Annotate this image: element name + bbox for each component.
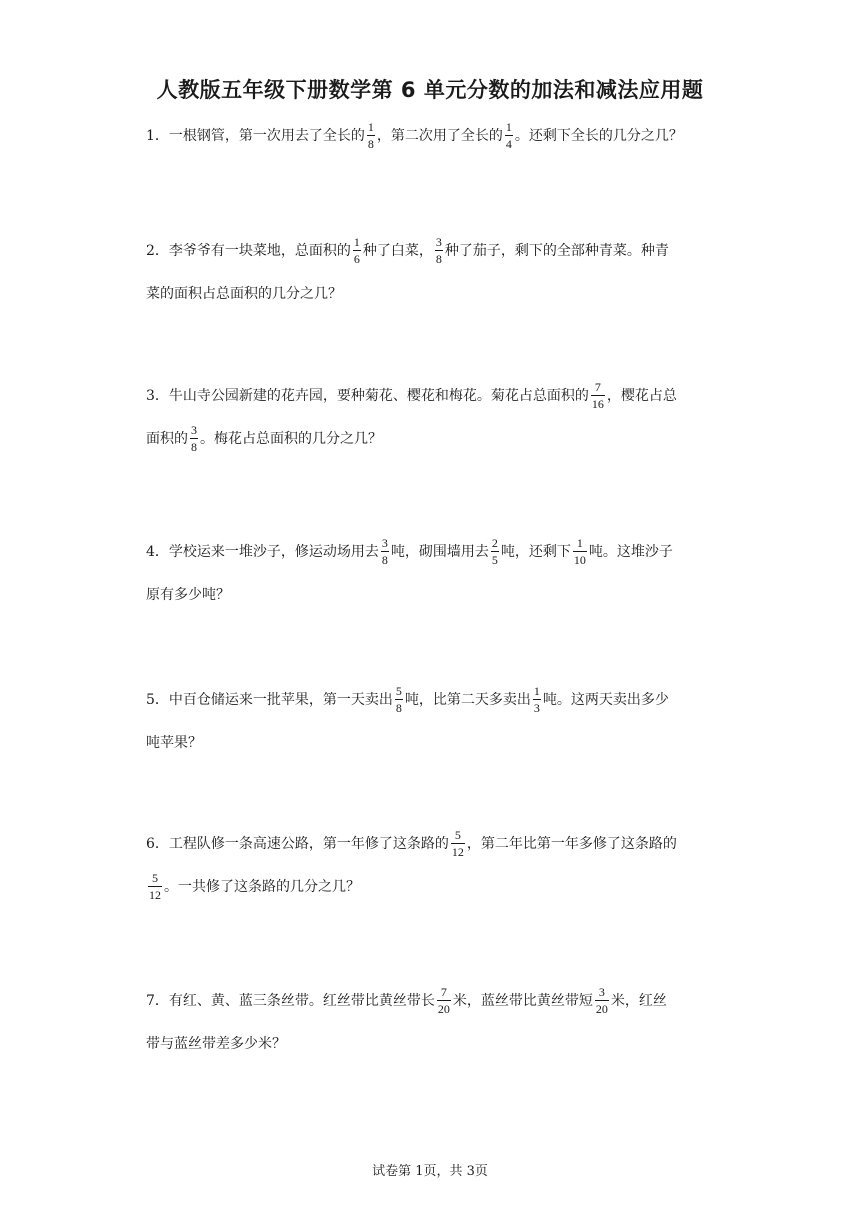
fraction-denominator: 8 [381, 552, 388, 567]
fraction-numerator: 1 [576, 535, 583, 550]
question-line [146, 980, 718, 1020]
fraction [367, 120, 375, 151]
fraction-bar [190, 438, 198, 439]
fraction-numerator: 3 [381, 535, 388, 550]
question-text: 1．一根钢管，第一次用去了全长的 [146, 128, 365, 144]
question-line [146, 230, 718, 270]
question-text: 面积的 [146, 431, 188, 447]
question-text: 吨，比第二天多卖出 [404, 692, 531, 708]
fraction-bar [435, 250, 443, 251]
fraction [533, 684, 541, 715]
fraction-numerator: 2 [491, 535, 498, 550]
question-line [146, 115, 718, 155]
fraction-numerator: 5 [152, 870, 158, 885]
question-text: ，第二年比第一年多修了这条路的 [466, 836, 677, 852]
fraction-numerator: 3 [191, 422, 197, 437]
fraction-bar [591, 395, 605, 396]
question-text: ，第二次用了全长的 [376, 128, 503, 144]
question-text: 带与蓝丝带差多少米？ [146, 1036, 286, 1052]
fraction-bar [533, 699, 541, 700]
fraction [491, 536, 499, 567]
fraction [505, 120, 513, 151]
question-line [146, 276, 718, 310]
fraction-numerator: 5 [395, 683, 402, 698]
question-line [146, 1026, 718, 1060]
question-text: 。梅花占总面积的几分之几？ [200, 431, 382, 447]
question-text: 。还剩下全长的几分之几？ [514, 128, 683, 144]
question-4 [146, 531, 718, 611]
page-footer: 试卷第 1页，共 3页 [372, 1164, 488, 1179]
fraction-denominator: 4 [505, 136, 512, 151]
fraction [381, 536, 389, 567]
question-text: 5．中百仓储运来一批苹果，第一天卖出 [146, 692, 393, 708]
question-1 [146, 115, 718, 155]
fraction-denominator: 16 [591, 396, 604, 411]
fraction-denominator: 8 [191, 439, 197, 454]
question-text: 种了茄子，剩下的全部种青菜。种青 [444, 243, 669, 259]
fraction-denominator: 8 [435, 251, 442, 266]
question-text: 种了白菜， [362, 243, 433, 259]
fraction-bar [505, 135, 513, 136]
fraction-bar [353, 250, 361, 251]
question-line [146, 823, 718, 863]
question-text: 吨，砌围墙用去 [390, 544, 489, 560]
question-5 [146, 679, 718, 759]
question-7 [146, 980, 718, 1060]
fraction-numerator: 1 [533, 683, 540, 698]
question-text: 菜的面积占总面积的几分之几？ [146, 286, 342, 302]
fraction-bar [381, 551, 389, 552]
fraction-numerator: 1 [505, 119, 512, 134]
question-text: 6．工程队修一条高速公路，第一年修了这条路的 [146, 836, 449, 852]
fraction-bar [148, 886, 162, 887]
question-text: 原有多少吨？ [146, 587, 230, 603]
question-text: 2．李爷爷有一块菜地，总面积的 [146, 243, 351, 259]
fraction-bar [367, 135, 375, 136]
fraction-numerator: 7 [440, 984, 447, 999]
question-line [146, 725, 718, 759]
fraction-numerator: 3 [598, 984, 605, 999]
fraction-denominator: 8 [395, 700, 402, 715]
question-line [146, 375, 718, 415]
question-line [146, 577, 718, 611]
question-line [146, 531, 718, 571]
fraction-denominator: 12 [149, 887, 161, 902]
question-text: 。一共修了这条路的几分之几？ [164, 879, 360, 895]
question-text: 吨。这堆沙子 [588, 544, 673, 560]
fraction-bar [595, 1000, 609, 1001]
fraction [595, 985, 609, 1016]
question-text: 米，红丝 [610, 993, 667, 1009]
fraction-bar [491, 551, 499, 552]
fraction-bar [573, 551, 587, 552]
question-text: 米，蓝丝带比黄丝带短 [452, 993, 593, 1009]
question-line [146, 679, 718, 719]
fraction-numerator: 1 [353, 234, 360, 249]
fraction [451, 828, 465, 859]
fraction-numerator: 7 [594, 379, 601, 394]
question-text: 4．学校运来一堆沙子，修运动场用去 [146, 544, 379, 560]
question-text: 7．有红、黄、蓝三条丝带。红丝带比黄丝带长 [146, 993, 435, 1009]
question-text: 吨。这两天卖出多少 [542, 692, 669, 708]
page-title: 人教版五年级下册数学第 6 单元分数的加法和减法应用题 [156, 78, 704, 102]
fraction-numerator: 5 [454, 827, 461, 842]
fraction-denominator: 6 [353, 251, 360, 266]
fraction-denominator: 3 [533, 700, 540, 715]
fraction [148, 871, 162, 902]
fraction [395, 684, 403, 715]
fraction [437, 985, 451, 1016]
fraction [435, 235, 443, 266]
question-6 [146, 823, 718, 903]
fraction-denominator: 20 [437, 1001, 450, 1016]
fraction-denominator: 8 [367, 136, 374, 151]
question-line [146, 421, 718, 455]
question-3 [146, 375, 718, 455]
fraction-denominator: 12 [451, 844, 464, 859]
fraction-denominator: 10 [573, 552, 586, 567]
question-text: ，樱花占总 [606, 388, 677, 404]
question-2 [146, 230, 718, 310]
question-text: 吨，还剩下 [500, 544, 571, 560]
fraction [353, 235, 361, 266]
fraction-numerator: 1 [367, 119, 374, 134]
fraction-bar [437, 1000, 451, 1001]
question-line [146, 869, 718, 903]
fraction [190, 423, 198, 454]
fraction-denominator: 20 [595, 1001, 608, 1016]
fraction [573, 536, 587, 567]
question-text: 3．牛山寺公园新建的花卉园，要种菊花、樱花和梅花。菊花占总面积的 [146, 388, 589, 404]
fraction-numerator: 3 [435, 234, 442, 249]
fraction-bar [451, 843, 465, 844]
fraction [591, 380, 605, 411]
fraction-denominator: 5 [491, 552, 498, 567]
question-text: 吨苹果？ [146, 735, 202, 751]
fraction-bar [395, 699, 403, 700]
